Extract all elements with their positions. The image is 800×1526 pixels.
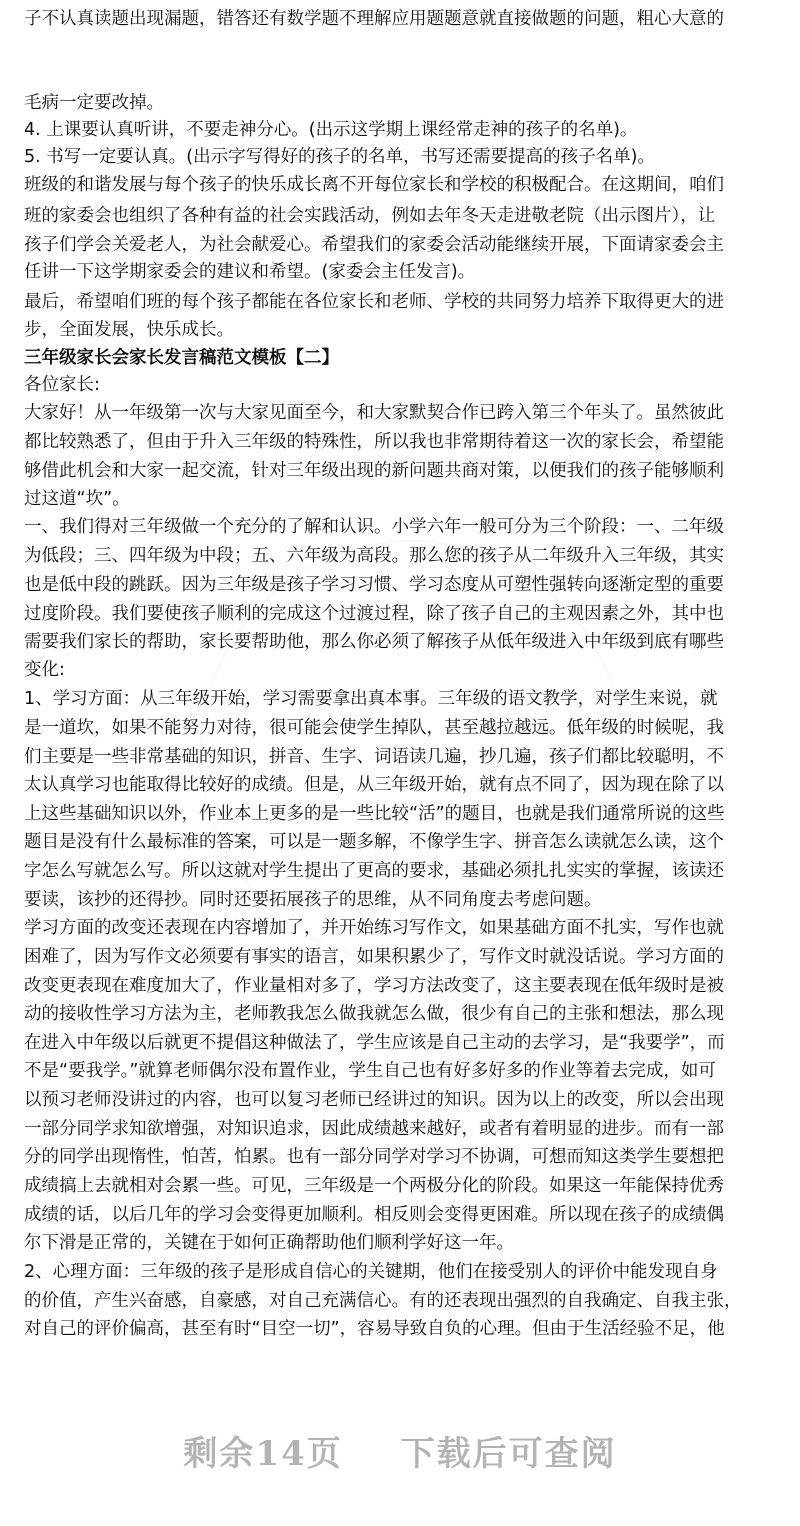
text-line: 在进入中年级以后就更不提倡这种做法了，学生应该是自己主动的去学习，是“我要学”，而 (24, 1033, 725, 1053)
text-line: 子不认真读题出现漏题，错答还有数学题不理解应用题题意就直接做题的问题，粗心大意的 (24, 9, 724, 29)
text-line: 步，全面发展，快乐成长。 (24, 320, 234, 340)
text-line: 尔下滑是正常的，关键在于如何正确帮助他们顺利学好这一年。 (24, 1233, 514, 1253)
text-line: 成绩的话，以后几年的学习会变得更加顺利。相反则会变得更困难。所以现在孩子的成绩偶 (24, 1205, 724, 1225)
remaining-pages-label: 剩余14页 (183, 1434, 343, 1474)
text-line: 过度阶段。我们要使孩子顺利的完成这个过渡过程，除了孩子自己的主观因素之外，其中也 (24, 604, 724, 624)
text-line: 分的同学出现惰性，怕苦，怕累。也有一部分同学对学习不协调，可想而知这类学生要想把 (24, 1147, 724, 1167)
text-line: 要读，该抄的还得抄。同时还要拓展孩子的思维，从不同角度去考虑问题。 (24, 890, 602, 910)
text-line: 改变更表现在难度加大了，作业量相对多了，学习方法改变了，这主要表现在低年级时是被 (24, 976, 724, 996)
text-line: 班的家委会也组织了各种有益的社会实践活动，例如去年冬天走进敬老院（出示图片），让 (24, 206, 716, 226)
text-line: 是一道坎，如果不能努力对待，很可能会使学生掉队，甚至越拉越远。低年级的时候呢，我 (24, 718, 724, 738)
text-line: 字怎么写就怎么写。所以这就对学生提出了更高的要求，基础必须扎扎实实的掌握，该读还 (24, 861, 724, 881)
text-line: 1、学习方面：从三年级开始，学习需要拿出真本事。三年级的语文教学，对学生来说，就 (24, 689, 718, 709)
text-line: 需要我们家长的帮助，家长要帮助他，那么你必须了解孩子从低年级进入中年级到底有哪些 (24, 632, 724, 652)
text-line: 也是低中段的跳跃。因为三年级是孩子学习习惯、学习态度从可塑性强转向逐渐定型的重要 (24, 575, 724, 595)
text-line: 们主要是一些非常基础的知识，拼音、生字、词语读几遍，抄几遍，孩子们都比较聪明，不 (24, 747, 724, 767)
text-line: 对自己的评价偏高，甚至有时“目空一切”，容易导致自负的心理。但由于生活经验不足，他 (24, 1319, 725, 1339)
text-line: 为低段；三、四年级为中段；五、六年级为高段。那么您的孩子从二年级升入三年级，其实 (24, 546, 724, 566)
text-line: 太认真学习也能取得比较好的成绩。但是，从三年级开始，就有点不同了，因为现在除了以 (24, 775, 724, 795)
text-line: 大家好！从一年级第一次与大家见面至今，和大家默契合作已跨入第三个年头了。虽然彼此 (24, 403, 724, 423)
text-line: 上这些基础知识以外，作业本上更多的是一些比较“活”的题目，也就是我们通常所说的这些 (24, 804, 725, 824)
text-line: 成绩搞上去就相对会累一些。可见，三年级是一个两极分化的阶段。如果这一年能保持优秀 (24, 1176, 724, 1196)
text-line: 学习方面的改变还表现在内容增加了，并开始练习写作文，如果基础方面不扎实，写作也就 (24, 918, 724, 938)
text-line: 班级的和谐发展与每个孩子的快乐成长离不开每位家长和学校的积极配合。在这期间，咱们 (24, 175, 724, 195)
text-line: 以预习老师没讲过的内容，也可以复习老师已经讲过的知识。因为以上的改变，所以会出现 (24, 1090, 724, 1110)
text-line: 最后，希望咱们班的每个孩子都能在各位家长和老师、学校的共同努力培养下取得更大的进 (24, 292, 724, 312)
text-line: 题目是没有什么最标准的答案，可以是一题多解，不像学生字、拼音怎么读就怎么读，这个 (24, 832, 724, 852)
text-line: 不是“要我学。”就算老师偶尔没布置作业，学生自己也有好多好多的作业等着去完成，如可 (24, 1061, 716, 1081)
text-line: 够借此机会和大家一起交流，针对三年级出现的新问题共商对策，以便我们的孩子能够顺利 (24, 461, 724, 481)
text-line: 5. 书写一定要认真。(出示字写得好的孩子的名单，书写还需要提高的孩子名单)。 (24, 147, 655, 167)
text-line: 2、心理方面：三年级的孩子是形成自信心的关键期，他们在接受别人的评价中能发现自身 (24, 1262, 718, 1282)
text-line: 的价值，产生兴奋感，自豪感，对自己充满信心。有的还表现出强烈的自我确定、自我主张， (24, 1291, 742, 1311)
text-line: 变化: (24, 660, 65, 680)
text-line: 毛病一定要改掉。 (24, 93, 164, 113)
text-line: 4. 上课要认真听讲，不要走神分心。(出示这学期上课经常走神的孩子的名单)。 (24, 120, 638, 140)
text-line: 一部分同学求知欲增强，对知识追求，因此成绩越来越好，或者有着明显的进步。而有一部 (24, 1119, 724, 1139)
text-line: 都比较熟悉了，但由于升入三年级的特殊性，所以我也非常期待着这一次的家长会，希望能 (24, 432, 724, 452)
text-line: 动的接收性学习方法为主，老师教我怎么做我就怎么做，很少有自己的主张和想法，那么现 (24, 1004, 724, 1024)
text-line: 过这道“坎”。 (24, 489, 130, 509)
text-line: 孩子们学会关爱老人，为社会献爱心。希望我们的家委会活动能继续开展，下面请家委会主 (24, 235, 724, 255)
section-heading: 三年级家长会家长发言稿范文模板【二】 (24, 348, 339, 368)
text-line: 困难了，因为写作文必须要有事实的语言，如果积累少了，写作文时就没话说。学习方面的 (24, 947, 724, 967)
text-line: 任讲一下这学期家委会的建议和希望。(家委会主任发言)。 (24, 262, 476, 282)
download-to-view-label[interactable]: 下载后可查阅 (400, 1434, 617, 1474)
text-line: 各位家长: (24, 375, 100, 395)
download-prompt[interactable] (0, 1426, 800, 1475)
text-line: 一、我们得对三年级做一个充分的了解和认识。小学六年一般可分为三个阶段：一、二年级 (24, 517, 724, 537)
